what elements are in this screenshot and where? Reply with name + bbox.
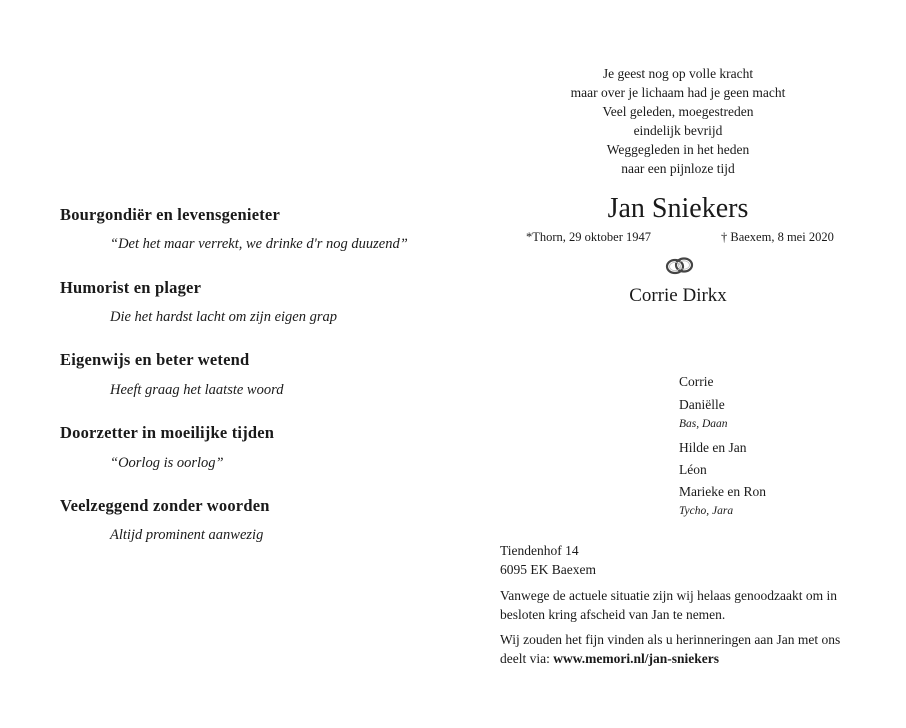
poem-line: eindelijk bevrijd	[633, 123, 723, 138]
trait-quote: “Oorlog is oorlog”	[110, 455, 224, 471]
trait-title: Doorzetter in moeilijke tijden	[60, 423, 275, 442]
trait-quote: Heeft graag het laatste woord	[110, 382, 284, 398]
family-member: Léon	[679, 462, 707, 477]
trait-title: Eigenwijs en beter wetend	[60, 350, 250, 369]
memories-intro: Wij zouden het fijn vinden als u herinneringen aan Jan met ons deelt via:	[500, 632, 841, 666]
poem	[548, 64, 808, 178]
notice-text: Vanwege de actuele situatie zijn wij helaas genoodzaakt om in besloten kring afscheid van Jan te nemen.	[500, 588, 837, 622]
poem-line: naar een pijnloze tijd	[621, 161, 735, 176]
trait-quote: Altijd prominent aanwezig	[110, 527, 264, 543]
trait-title: Veelzeggend zonder woorden	[60, 496, 270, 515]
partner-name: Corrie Dirkx	[629, 285, 727, 306]
memories-text	[500, 630, 860, 668]
trait-title: Bourgondiër en levensgenieter	[60, 205, 280, 224]
address-city: 6095 EK Baexem	[500, 562, 596, 577]
trait-title: Humorist en plager	[60, 278, 202, 297]
family-member: Corrie	[679, 374, 714, 389]
trait-quote: “Det het maar verrekt, we drinke d'r nog duuzend”	[110, 236, 408, 252]
family-member: Marieke en Ron	[679, 484, 766, 499]
trait-quote: Die het hardst lacht om zijn eigen grap	[110, 309, 338, 325]
poem-line: Veel geleden, moegestreden	[602, 104, 754, 119]
poem-line: maar over je lichaam had je geen macht	[570, 85, 786, 100]
family-grandchildren: Bas, Daan	[679, 418, 728, 430]
deceased-name: Jan Sniekers	[607, 193, 749, 224]
address-street: Tiendenhof 14	[500, 543, 579, 558]
address	[500, 541, 860, 579]
family-member: Daniëlle	[679, 397, 725, 412]
poem-line: Je geest nog op volle kracht	[602, 66, 754, 81]
memori-link[interactable]: www.memori.nl/jan-sniekers	[553, 651, 719, 666]
birth-date: *Thorn, 29 oktober 1947	[526, 230, 651, 244]
wedding-rings-icon	[664, 256, 696, 276]
family-member: Hilde en Jan	[679, 440, 747, 455]
death-date: † Baexem, 8 mei 2020	[721, 230, 834, 244]
family-grandchildren: Tycho, Jara	[679, 505, 734, 517]
poem-line: Weggegleden in het heden	[606, 142, 750, 157]
